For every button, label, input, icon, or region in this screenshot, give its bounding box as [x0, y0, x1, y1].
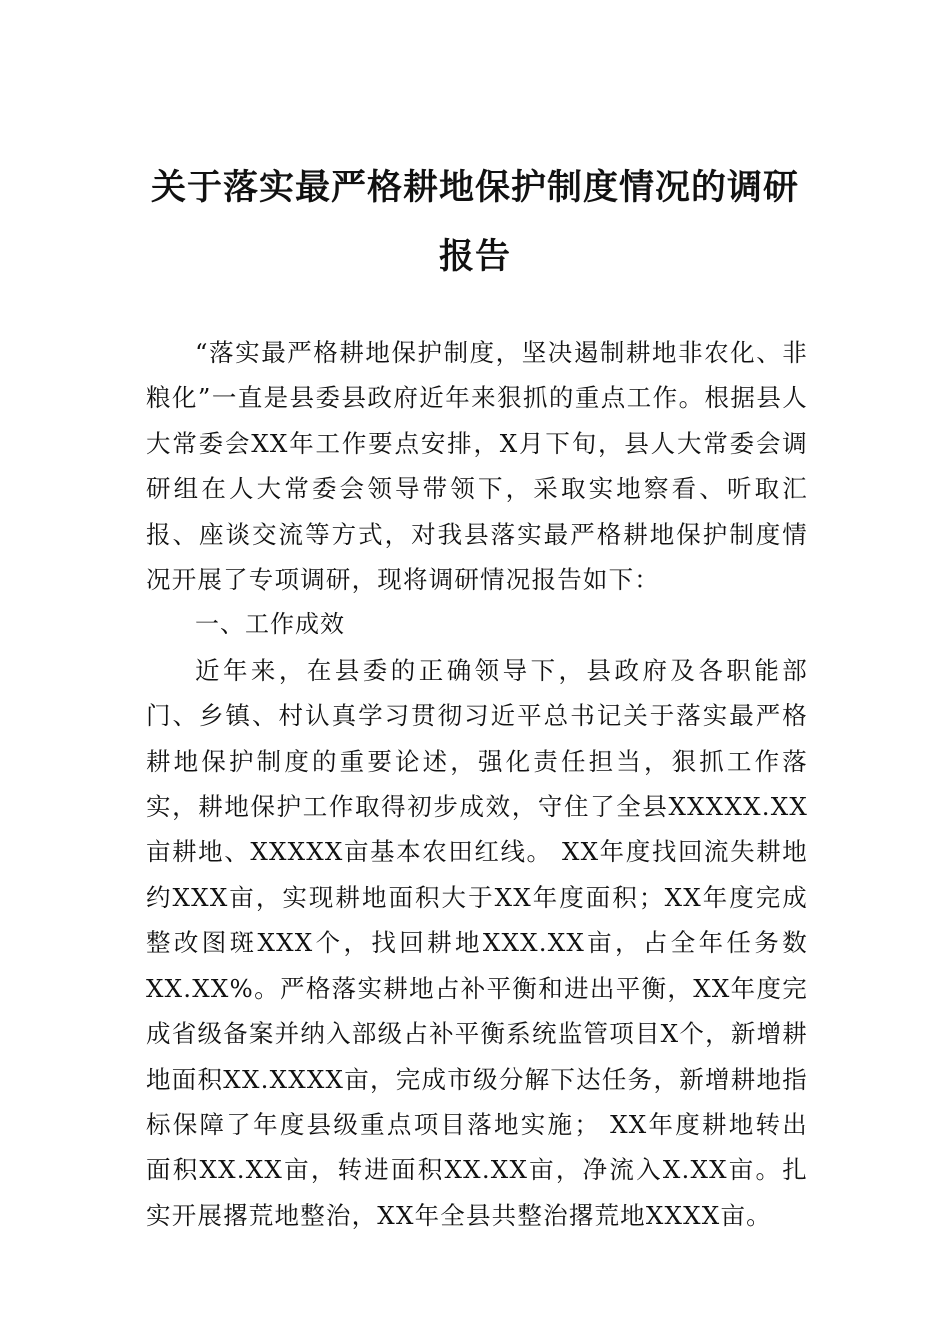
section-heading-work-results: 一、工作成效 [195, 610, 345, 639]
intro-paragraph: “落实最严格耕地保护制度，坚决遏制耕地非农化、非粮化”一直是县委县政府近年来狠抓的重点工作。根据县人大常委会XX年工作要点安排，X月下旬，县人大常委会调研组在人大常委会领导带领下，采取实地察看、听取汇报、座谈交流等方式，对我县落实最严格耕地保护制度情况开展了专项调研，现将调研情况报告如下： [146, 338, 808, 595]
document-body [146, 330, 808, 1238]
document-title-line-1: 关于落实最严格耕地保护制度情况的调研 [150, 167, 799, 208]
section1-paragraph: 近年来，在县委的正确领导下，县政府及各职能部门、乡镇、村认真学习贯彻习近平总书记关于落实最严格耕地保护制度的重要论述，强化责任担当，狠抓工作落实，耕地保护工作取得初步成效，守住了全县XXXXX.XX亩耕地、XXXXX亩基本农田红线。 XX年度找回流失耕地约XXX亩，实现耕地面积大于XX年度面积；XX年度完成整改图斑XXX个，找回耕地XXX.XX亩，占全年任务数XX.XX%。严格落实耕地占补平衡和进出平衡，XX年度完成省级备案并纳入部级占补平衡系统监管项目X个，新增耕地面积XX.XXXX亩，完成市级分解下达任务，新增耕地指标保障了年度县级重点项目落地实施； XX年度耕地转出面积XX.XX亩，转进面积XX.XX亩，净流入X.XX亩。扎实开展撂荒地整治，XX年全县共整治撂荒地XXXX亩。 [146, 655, 808, 1230]
document-title-line-2: 报告 [438, 236, 511, 277]
